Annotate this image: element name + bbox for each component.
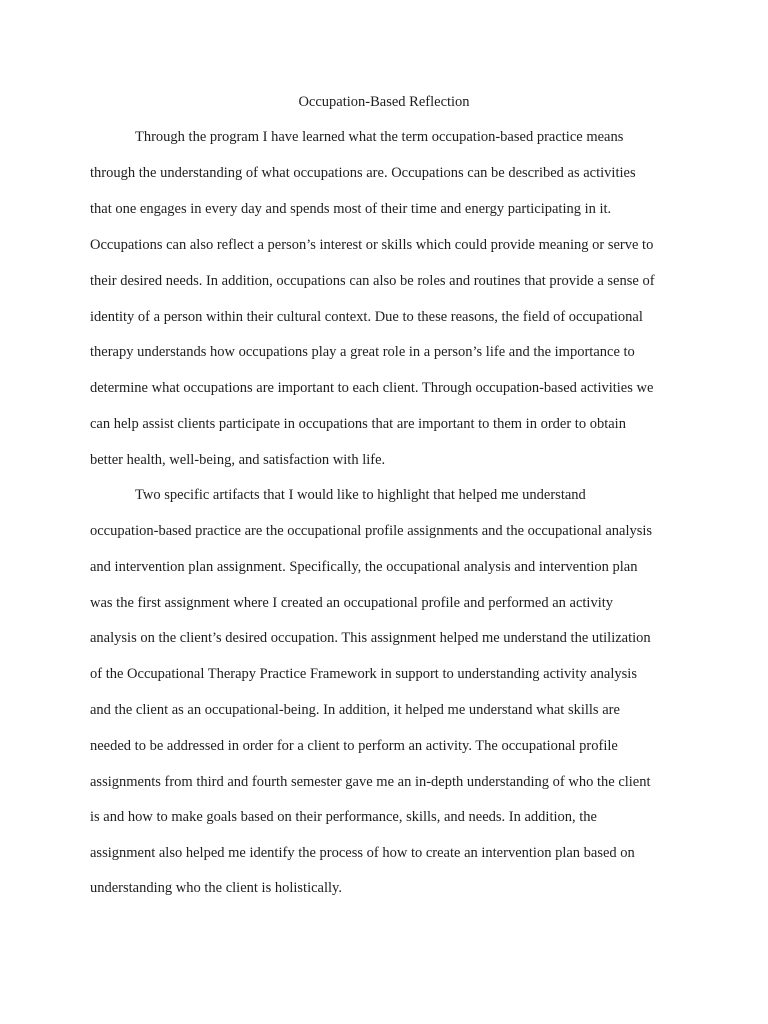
paragraph-line: of the Occupational Therapy Practice Framework in support to understanding activity analysis bbox=[90, 666, 637, 682]
paragraph-line: therapy understands how occupations play a great role in a person’s life and the importance to bbox=[90, 344, 635, 360]
document-title: Occupation-Based Reflection bbox=[298, 94, 470, 110]
paragraph-line: determine what occupations are important to each client. Through occupation-based activities we bbox=[90, 380, 654, 396]
paragraph-line: understanding who the client is holistically. bbox=[90, 880, 342, 896]
paragraph-line: can help assist clients participate in occupations that are important to them in order to obtain bbox=[90, 416, 626, 432]
paragraph-line: assignments from third and fourth semester gave me an in-depth understanding of who the client bbox=[90, 774, 651, 790]
paragraph-line: Occupations can also reflect a person’s interest or skills which could provide meaning or serve to bbox=[90, 237, 654, 253]
paragraph-line: analysis on the client’s desired occupation. This assignment helped me understand the utilization bbox=[90, 630, 651, 646]
paragraph-line: better health, well-being, and satisfaction with life. bbox=[90, 452, 386, 468]
paragraph-line: identity of a person within their cultural context. Due to these reasons, the field of occupational bbox=[90, 309, 643, 325]
paragraph-line: needed to be addressed in order for a client to perform an activity. The occupational profile bbox=[90, 738, 618, 754]
paragraph-line: and the client as an occupational-being. In addition, it helped me understand what skills are bbox=[90, 702, 620, 718]
paragraph-line: Two specific artifacts that I would like to highlight that helped me understand bbox=[135, 487, 586, 503]
paragraph-line: assignment also helped me identify the process of how to create an intervention plan based on bbox=[90, 845, 635, 861]
paragraph-line: and intervention plan assignment. Specifically, the occupational analysis and intervention plan bbox=[90, 559, 638, 575]
paragraph-line: through the understanding of what occupations are. Occupations can be described as activities bbox=[90, 165, 636, 181]
paragraph-line: is and how to make goals based on their performance, skills, and needs. In addition, the bbox=[90, 809, 597, 825]
paragraph-line: Through the program I have learned what the term occupation-based practice means bbox=[135, 129, 624, 145]
paragraph-line: occupation-based practice are the occupational profile assignments and the occupational analysis bbox=[90, 523, 653, 539]
paragraph-line: their desired needs. In addition, occupations can also be roles and routines that provide a sense of bbox=[90, 273, 655, 289]
paragraph-line: that one engages in every day and spends most of their time and energy participating in it. bbox=[90, 201, 612, 217]
paragraph-line: was the first assignment where I created an occupational profile and performed an activity bbox=[90, 595, 613, 611]
